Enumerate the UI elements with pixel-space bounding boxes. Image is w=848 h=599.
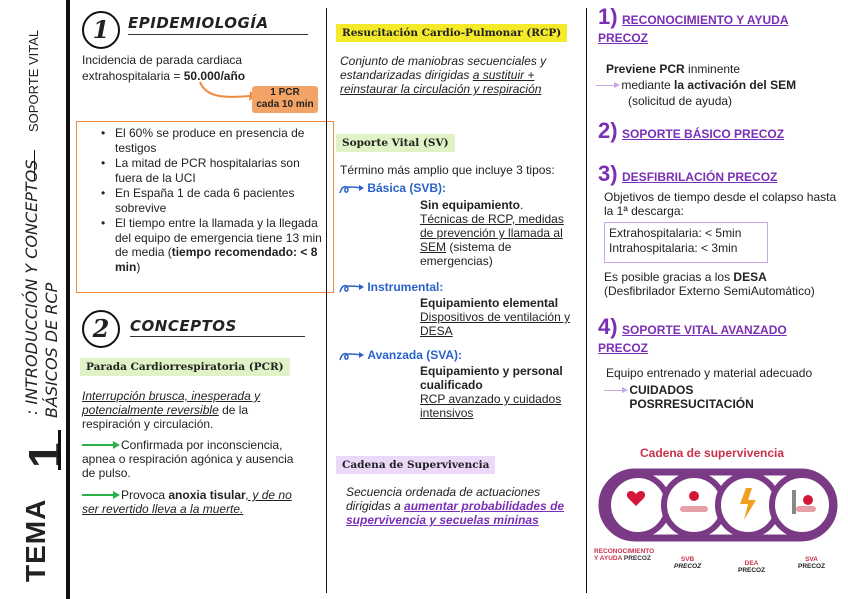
section-number-1: 1	[82, 11, 120, 49]
chain-label-1b: Y AYUDA	[594, 555, 623, 562]
sv-intro: Término más amplio que incluye 3 tipos:	[340, 163, 555, 177]
sv-basica-content	[420, 198, 574, 268]
rcp-definition	[340, 54, 574, 96]
step3-number: 3)	[598, 161, 618, 186]
basica-dot: .	[520, 198, 524, 212]
step1-bold2: la activación del SEM	[674, 78, 797, 92]
purple-arrow-icon	[604, 390, 626, 391]
epidemiologia-line	[128, 34, 308, 35]
basica-rest: (sistema de emergencias)	[420, 240, 512, 268]
step2-heading	[598, 118, 838, 144]
step1-bold1: Previene PCR	[606, 62, 685, 76]
spiral-arrow-icon	[338, 183, 364, 195]
pcr-arrow2	[82, 488, 306, 516]
rcp-def-underline: a sustituir + reinstaurar la circulación y respiración	[340, 68, 542, 96]
pcr-tag: Parada Cardiorrespiratoria (PCR)	[80, 358, 290, 376]
step1-line3: (solicitud de ayuda)	[628, 94, 733, 108]
bullet4-end: )	[136, 259, 141, 274]
pcr-def-rest: de la respiración y circulación.	[82, 403, 249, 431]
pcr-def-italic: Interrupción brusca, inesperada y potencialmente reversible	[82, 389, 261, 417]
tema-label: TEMA	[20, 498, 51, 582]
chain-of-survival-image	[592, 440, 844, 590]
avanz-bold: Equipamiento y personal cualificado	[420, 364, 563, 392]
step2-number: 2)	[598, 118, 618, 143]
tema-title-line2: BÁSICOS DE RCP	[42, 282, 61, 418]
chain-label-1c: PRECOZ	[623, 555, 651, 562]
column-divider	[586, 8, 587, 593]
step3-heading	[598, 161, 838, 187]
chain-label-3b: PRECOZ	[738, 567, 766, 574]
sv-instrumental	[338, 280, 578, 294]
section-number-2: 2	[82, 310, 120, 348]
chain-links-icon	[596, 462, 840, 548]
green-arrow-icon	[82, 494, 118, 496]
rcp-def-pre: Conjunto de maniobras secuenciales y estandarizadas dirigidas	[340, 54, 547, 82]
instrumental-label: Instrumental:	[367, 280, 444, 294]
sidebar-divider	[66, 0, 70, 599]
callout-line1: 1 PCR	[270, 87, 300, 98]
tema-title-line1: : INTRODUCCIÓN Y CONCEPTOS	[22, 159, 41, 415]
chain-label-4b: PRECOZ	[798, 563, 826, 570]
incidence-text	[82, 52, 302, 84]
step4-post	[604, 383, 804, 411]
avanzada-label: Avanzada (SVA):	[367, 348, 463, 362]
chain-title: Cadena de supervivencia	[640, 446, 785, 460]
callout-line2: cada 10 min	[256, 99, 314, 110]
basica-bold: Sin equipamiento	[420, 198, 521, 212]
callout-arrow	[196, 78, 256, 104]
bullet-item: • El 60% se produce en presencia de testigos	[115, 126, 329, 155]
column-divider	[326, 8, 327, 593]
cadena-definition	[346, 485, 578, 527]
step1-pre2: mediante	[621, 78, 675, 92]
tema-number: 1	[19, 442, 71, 468]
step3-pre: Es posible gracias a los	[604, 270, 734, 284]
arrow2-pre: Provoca	[121, 488, 169, 502]
step3-title: DESFIBRILACIÓN PRECOZ	[622, 170, 778, 184]
step1-number: 1)	[598, 4, 618, 29]
spiral-arrow-icon	[338, 282, 364, 294]
tema-number-underline	[58, 430, 61, 470]
conceptos-line	[130, 336, 305, 337]
intrahospital-target: Intrahospitalaria: < 3min	[609, 241, 738, 255]
step3-bold: DESA	[733, 270, 767, 284]
subject-label: SOPORTE VITAL	[26, 29, 41, 132]
chain-label-3a: DEA	[744, 560, 759, 567]
bullet4-text: El tiempo entre la llamada y la llegada del equipo de emergencia tiene 13 min de media (	[115, 216, 322, 259]
chain-label-2a: SVB	[680, 556, 695, 563]
basica-label: Básica (SVB):	[367, 181, 447, 195]
instr-underline: Dispositivos de ventilación y DESA	[420, 310, 571, 338]
chain-label-1a: RECONOCIMIENTO	[594, 548, 655, 555]
step4-heading	[598, 314, 838, 357]
bullet-item: • En España 1 de cada 6 pacientes sobrevive	[115, 186, 329, 215]
step4-bold: CUIDADOS POSRRESUCITACIÓN	[629, 383, 754, 411]
sv-instrumental-content	[420, 296, 574, 338]
green-arrow-icon	[82, 444, 118, 446]
extrahospital-target: Extrahospitalaria: < 5min	[609, 226, 742, 240]
chain-label-4a: SVA	[805, 556, 818, 563]
spiral-arrow-icon	[338, 350, 364, 362]
sv-avanzada	[338, 348, 578, 362]
step3-rest: (Desfibrilador Externo SemiAutomático)	[604, 284, 815, 298]
epidemiologia-title: EPIDEMIOLOGÍA	[128, 14, 269, 32]
conceptos-title: CONCEPTOS	[130, 317, 237, 335]
step3-desa	[604, 270, 844, 298]
pcr-callout	[252, 86, 318, 113]
step1-line1	[606, 62, 740, 76]
sv-avanzada-content	[420, 364, 574, 420]
step2-title: SOPORTE BÁSICO PRECOZ	[622, 127, 785, 141]
chain-label-4	[798, 556, 825, 570]
arrow2-italic: , y de no ser revertido lleva a la muerte.	[82, 488, 292, 516]
chain-label-2	[674, 556, 701, 570]
arrow2-bold: anoxia tisular	[168, 488, 246, 502]
cadena-def-bold: aumentar probabilidades de supervivencia y secuelas mininas	[346, 499, 565, 527]
cadena-def-pre: Secuencia ordenada de actuaciones dirigidas a	[346, 485, 541, 513]
incidence-label: Incidencia de parada cardiaca extrahospitalaria =	[82, 53, 243, 83]
basica-underline: Técnicas de RCP, medidas de prevención y llamada al SEM	[420, 212, 564, 254]
instr-bold: Equipamiento elemental	[420, 296, 559, 310]
step1-title: RECONOCIMIENTO Y AYUDA PRECOZ	[598, 13, 789, 45]
avanz-underline: RCP avanzado y cuidados intensivos	[420, 392, 562, 420]
step1-line2	[596, 78, 842, 92]
bullet-item: • La mitad de PCR hospitalarias son fuera de la UCI	[115, 156, 329, 185]
sv-tag: Soporte Vital (SV)	[336, 134, 455, 152]
chain-label-1	[594, 548, 654, 562]
incidence-value: 50.000/año	[183, 69, 246, 83]
sv-basica	[338, 181, 578, 195]
step1-heading	[598, 4, 838, 47]
bullet-item	[115, 216, 329, 274]
step4-title: SOPORTE VITAL AVANZADO PRECOZ	[598, 323, 787, 355]
step3-time-box	[604, 222, 768, 263]
bullet4-bold: tiempo recomendado: < 8 min	[115, 245, 318, 274]
step1-rest1: inminente	[684, 62, 741, 76]
epidemiologia-bullet-box	[76, 121, 334, 293]
chain-label-3	[738, 560, 765, 574]
arrow1-text: Confirmada por inconsciencia, apnea o respiración agónica y ausencia de pulso.	[82, 438, 294, 480]
step4-number: 4)	[598, 314, 618, 339]
cadena-tag: Cadena de Supervivencia	[336, 456, 495, 474]
chain-label-2b: PRECOZ	[674, 563, 702, 570]
pcr-arrow1	[82, 438, 306, 480]
rcp-tag: Resucitación Cardio-Pulmonar (RCP)	[336, 24, 567, 42]
step4-text: Equipo entrenado y material adecuado	[606, 366, 813, 380]
purple-arrow-icon	[596, 85, 618, 86]
step3-text: Objetivos de tiempo desde el colapso hasta la 1ª descarga:	[604, 190, 837, 218]
pcr-definition	[82, 389, 304, 431]
